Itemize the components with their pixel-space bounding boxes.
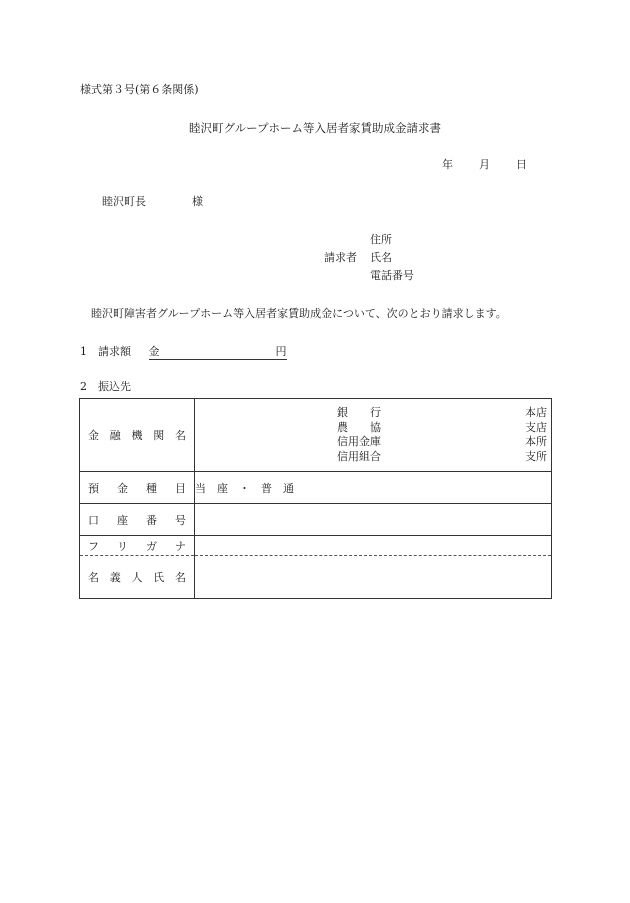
row-label-account-holder: 名 義 人 氏 名 xyxy=(80,556,195,599)
addressee-honorific: 様 xyxy=(192,195,203,208)
financial-institution-field[interactable] xyxy=(195,399,552,472)
month-label: 月 xyxy=(479,158,490,171)
transfer-destination-label: 2 振込先 xyxy=(80,380,131,393)
row-label-financial-institution: 金 融 機 関 名 xyxy=(80,399,195,472)
addressee-name: 睦沢町長 xyxy=(102,195,146,208)
amount-field[interactable] xyxy=(149,343,287,360)
year-label: 年 xyxy=(442,158,453,171)
furigana-field[interactable] xyxy=(195,536,552,556)
claimant-role: 請求者 xyxy=(324,251,357,264)
claimant-block xyxy=(324,231,414,285)
account-number-field[interactable] xyxy=(195,504,552,536)
row-label-furigana: フ リ ガ ナ xyxy=(80,536,195,556)
address-label: 住所 xyxy=(370,233,392,246)
claim-amount-label: 1 請求額 xyxy=(80,345,131,358)
phone-label: 電話番号 xyxy=(370,269,414,282)
name-label: 氏名 xyxy=(370,251,392,264)
deposit-type-field[interactable]: 当 座 ・ 普 通 xyxy=(195,472,552,504)
table-row xyxy=(80,472,552,504)
row-label-account-number: 口 座 番 号 xyxy=(80,504,195,536)
row-label-deposit-type: 預 金 種 目 xyxy=(80,472,195,504)
bank-table xyxy=(79,398,552,599)
branch-type-list: 本店 支店 本所 支所 xyxy=(525,406,547,463)
account-holder-field[interactable] xyxy=(195,556,552,599)
table-row xyxy=(80,399,552,472)
table-row xyxy=(80,536,552,556)
form-number: 様式第３号(第６条関係) xyxy=(80,83,199,96)
institution-type-list: 銀 行 農 協 信用金庫 信用組合 xyxy=(337,406,381,463)
body-text: 睦沢町障害者グループホーム等入居者家賃助成金について、次のとおり請求します。 xyxy=(91,307,507,320)
date-line xyxy=(442,156,527,172)
day-label: 日 xyxy=(516,158,527,171)
table-row xyxy=(80,504,552,536)
yen-label: 円 xyxy=(275,345,287,358)
kin-label: 金 xyxy=(148,345,160,358)
table-row xyxy=(80,556,552,599)
claim-amount xyxy=(80,343,287,360)
addressee xyxy=(102,193,203,209)
page-title: 睦沢町グループホーム等入居者家賃助成金請求書 xyxy=(188,121,442,135)
